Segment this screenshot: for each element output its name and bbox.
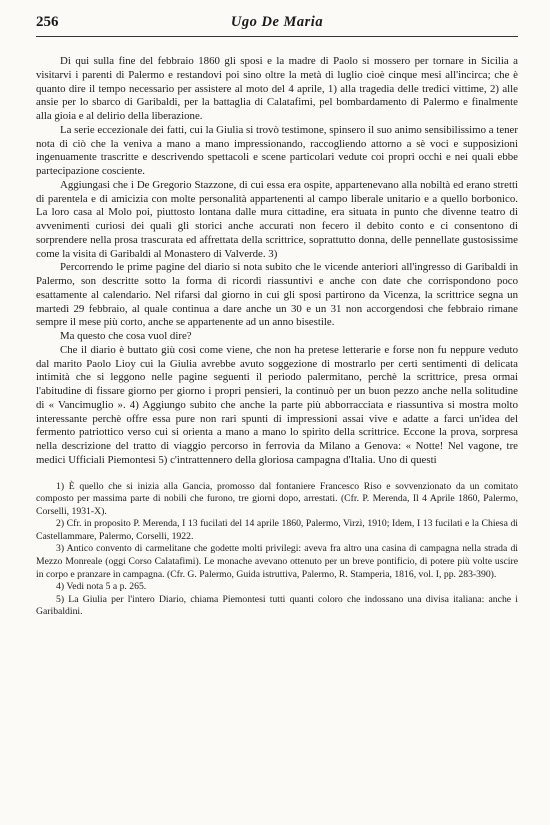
paragraph: Ma questo che cosa vuol dire? [60, 330, 192, 342]
footnote: 4) Vedi nota 5 a p. 265. [56, 581, 147, 593]
page-header [36, 14, 518, 37]
running-title: Ugo De Maria [230, 14, 324, 30]
paragraph: La serie eccezionale dei fatti, cui la Giulia si trovò testimone, spinsero il suo animo sensibilissimo a tener nota di ciò che la veniva a mano a mano impressionando, raccogliendo attorno a sè voci e supposizioni ingenuamente trascritte e descrivendo spettacoli e scene particolari vedute coi propri occhi e nei quali ebbe partecipazione cosciente. [36, 123, 518, 177]
paragraph: Di qui sulla fine del febbraio 1860 gli sposi e la madre di Paolo si mossero per tornare in Sicilia a visitarvi i parenti di Palermo e restandovi poi sino oltre la metà di luglio cioè cinque mesi all'incirca; che è quanto dire il tempo necessario per assistere al moto del 4 aprile, 1) alla tragedia delle tredici vittime, 2) alle ansie per lo sbarco di Garibaldi, per la battaglia di Calatafimi, pel bombardamento di Palermo e finalmente alla gioia e al delirio della liberazione. [36, 55, 518, 122]
paragraph: Percorrendo le prime pagine del diario si nota subito che le vicende anteriori all'ingresso di Garibaldi in Palermo, son descritte sotto la forma di ricordi riassuntivi e anche con date che corrispondono poco esattamente al calendario. Nel rifarsi dal giorno in cui gli sposi partirono da Vicenza, la scrittrice segna un martedì 29 febbraio, al quale continua a dare anche un 30 e un 31 non accorgendosi che febbraio rimane sempre il mese più corto, anche se appartenente ad un anno bisestile. [36, 261, 518, 329]
book-page [36, 14, 518, 619]
footnote: 1) È quello che si inizia alla Gancia, promosso dal fontaniere Francesco Riso e sovvenzionato da un comitato composto per massima parte di nobili che furono, tre giorni dopo, arrestati. (Cfr. P. Merenda, Il 4 Aprile 1860, Palermo, Corselli, 1931-X). [36, 480, 518, 517]
footnotes [36, 481, 518, 620]
footnote: 2) Cfr. in proposito P. Merenda, I 13 fucilati del 14 aprile 1860, Palermo, Virzì, 1910; Idem, I 13 fucilati e la Chiesa di Castellammare, Palermo, Corselli, 1922. [36, 518, 518, 542]
paragraph: Aggiungasi che i De Gregorio Stazzone, di cui essa era ospite, appartenevano alla nobiltà ed erano stretti di parentela e di amicizia con molte personalità appartenenti al campo liberale unitario e a quello borbonico. La loro casa al Molo poi, piuttosto lontana dalle mura cittadine, era situata in punto che divenne teatro di avvenimenti curiosi dei quali gli storici anche accurati non fecero il debito conto e ci consentono di sorprendere nella prosa trascurata ed affrettata della scrittrice, soprattutto donna, delle pennellate gustosissime come la visita di Garibaldi al Monastero di Valverde. 3) [36, 178, 518, 260]
main-text [36, 55, 518, 468]
page-number: 256 [36, 14, 59, 30]
footnote: 3) Antico convento di carmelitane che godette molti privilegi: aveva fra altro una casina di campagna nella strada di Mezzo Monreale (oggi Corso Calatafimi). Le monache avevano ottenuto per un breve pontificio, di potere più volte uscire in corpo e pranzare in campagna. (Cfr. G. Palermo, Guida istruttiva, Palermo, R. Stamperia, 1816, vol. I, pp. 283-390). [36, 543, 518, 580]
footnote: 5) La Giulia per l'intero Diario, chiama Piemontesi tutti quanti coloro che indossano una divisa italiana: anche i Garibaldini. [36, 593, 518, 618]
paragraph: Che il diario è buttato giù così come viene, che non ha pretese letterarie e forse non fu neppure veduto dal marito Paolo Lioy cui la Giulia avrebbe avuto soggezione di mostrarlo per certi sentimenti di delicata intimità che si leggono nelle pagine seguenti il periodo palermitano, perchè la scrittrice, presa ormai l'abitudine di fissare giorno per giorno i propri pensieri, la continuò per un buon pezzo anche nella solitudine di « Vancimuglio ». 4) Aggiungo subito che anche la parte più abborracciata e riassuntiva si mostra molto interessante perchè offre essa pure non rari spunti di impressioni assai vive e adatte a farci un'idea del fermento patriottico verso cui si orienta a mano a mano lo spirito della scrittrice. Eccone la prova, sorpresa nella descrizione del tratto di viaggio percorso in ferrovia da Milano a Genova: « Notte! Nel vagone, tre medici Ufficiali Piemontesi 5) c'intrattennero della gloriosa campagna d'Italia. Uno di questi [36, 343, 518, 466]
